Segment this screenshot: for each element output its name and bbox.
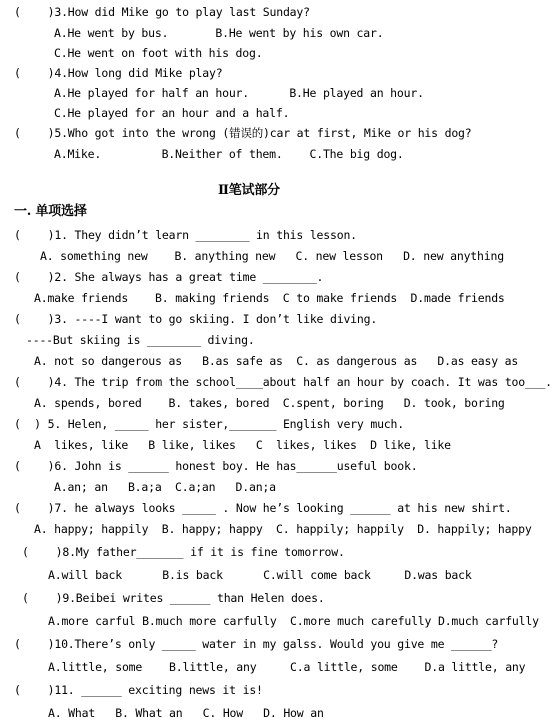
exam-line: ( )11. ______ exciting news it is! xyxy=(14,683,263,697)
exam-line: A likes, like B like, likes C likes, likes D like, like xyxy=(34,438,451,452)
exam-line: A.little, some B.little, any C.a little, some D.a little, any xyxy=(48,660,526,674)
exam-line: A. not so dangerous as B.as safe as C. as dangerous as D.as easy as xyxy=(34,354,519,368)
exam-line: A. happy; happily B. happy; happy C. happily; happily D. happily; happy xyxy=(34,522,532,536)
exam-line: ( )9.Beibei writes ______ than Helen does. xyxy=(22,591,325,605)
exam-line: ( )5.Who got into the wrong (错误的)car at first, Mike or his dog? xyxy=(14,126,472,140)
section-heading: Ⅱ笔试部分 xyxy=(218,183,280,198)
exam-line: ( )2. She always has a great time ________. xyxy=(14,270,324,284)
exam-line: ( )3. ----I want to go skiing. I don’t like diving. xyxy=(14,312,378,326)
exam-line: ( )1. They didn’t learn ________ in this lesson. xyxy=(14,228,357,242)
exam-line: ( )4.How long did Mike play? xyxy=(14,66,223,80)
exam-line: ( ) 5. Helen, _____ her sister,_______ English very much. xyxy=(14,417,404,431)
exam-line: ( )4. The trip from the school____about half an hour by coach. It was too___. xyxy=(14,375,552,389)
exam-line: A.make friends B. making friends C to make friends D.made friends xyxy=(34,291,505,305)
exam-line: A. something new B. anything new C. new lesson D. new anything xyxy=(40,249,504,263)
exam-line: A.will back B.is back C.will come back D.was back xyxy=(48,568,472,582)
exam-line: ( )3.How did Mike go to play last Sunday? xyxy=(14,5,310,19)
exam-line: ----But skiing is ________ diving. xyxy=(26,333,255,347)
exam-line: A.He went by bus. B.He went by his own car. xyxy=(54,26,384,40)
exam-line: ( )6. John is ______ honest boy. He has______useful book. xyxy=(14,459,418,473)
exam-line: A. What B. What an C. How D. How an xyxy=(48,706,324,720)
section-heading: 一. 单项选择 xyxy=(14,204,87,219)
exam-line: C.He played for an hour and a half. xyxy=(54,106,290,120)
exam-line: A.an; an B.a;a C.a;an D.an;a xyxy=(54,480,276,494)
exam-line: C.He went on foot with his dog. xyxy=(54,46,263,60)
exam-line: ( )10.There’s only _____ water in my galss. Would you give me ______? xyxy=(14,637,499,651)
exam-line: A.He played for half an hour. B.He played an hour. xyxy=(54,86,424,100)
exam-line: A.Mike. B.Neither of them. C.The big dog. xyxy=(54,147,404,161)
exam-line: ( )8.My father_______ if it is fine tomorrow. xyxy=(22,545,345,559)
exam-line: ( )7. he always looks _____ . Now he’s looking ______ at his new shirt. xyxy=(14,501,512,515)
exam-line: A.more carful B.much more carfully C.more much carefully D.much carfully xyxy=(48,614,539,628)
exam-line: A. spends, bored B. takes, bored C.spent, boring D. took, boring xyxy=(34,396,505,410)
